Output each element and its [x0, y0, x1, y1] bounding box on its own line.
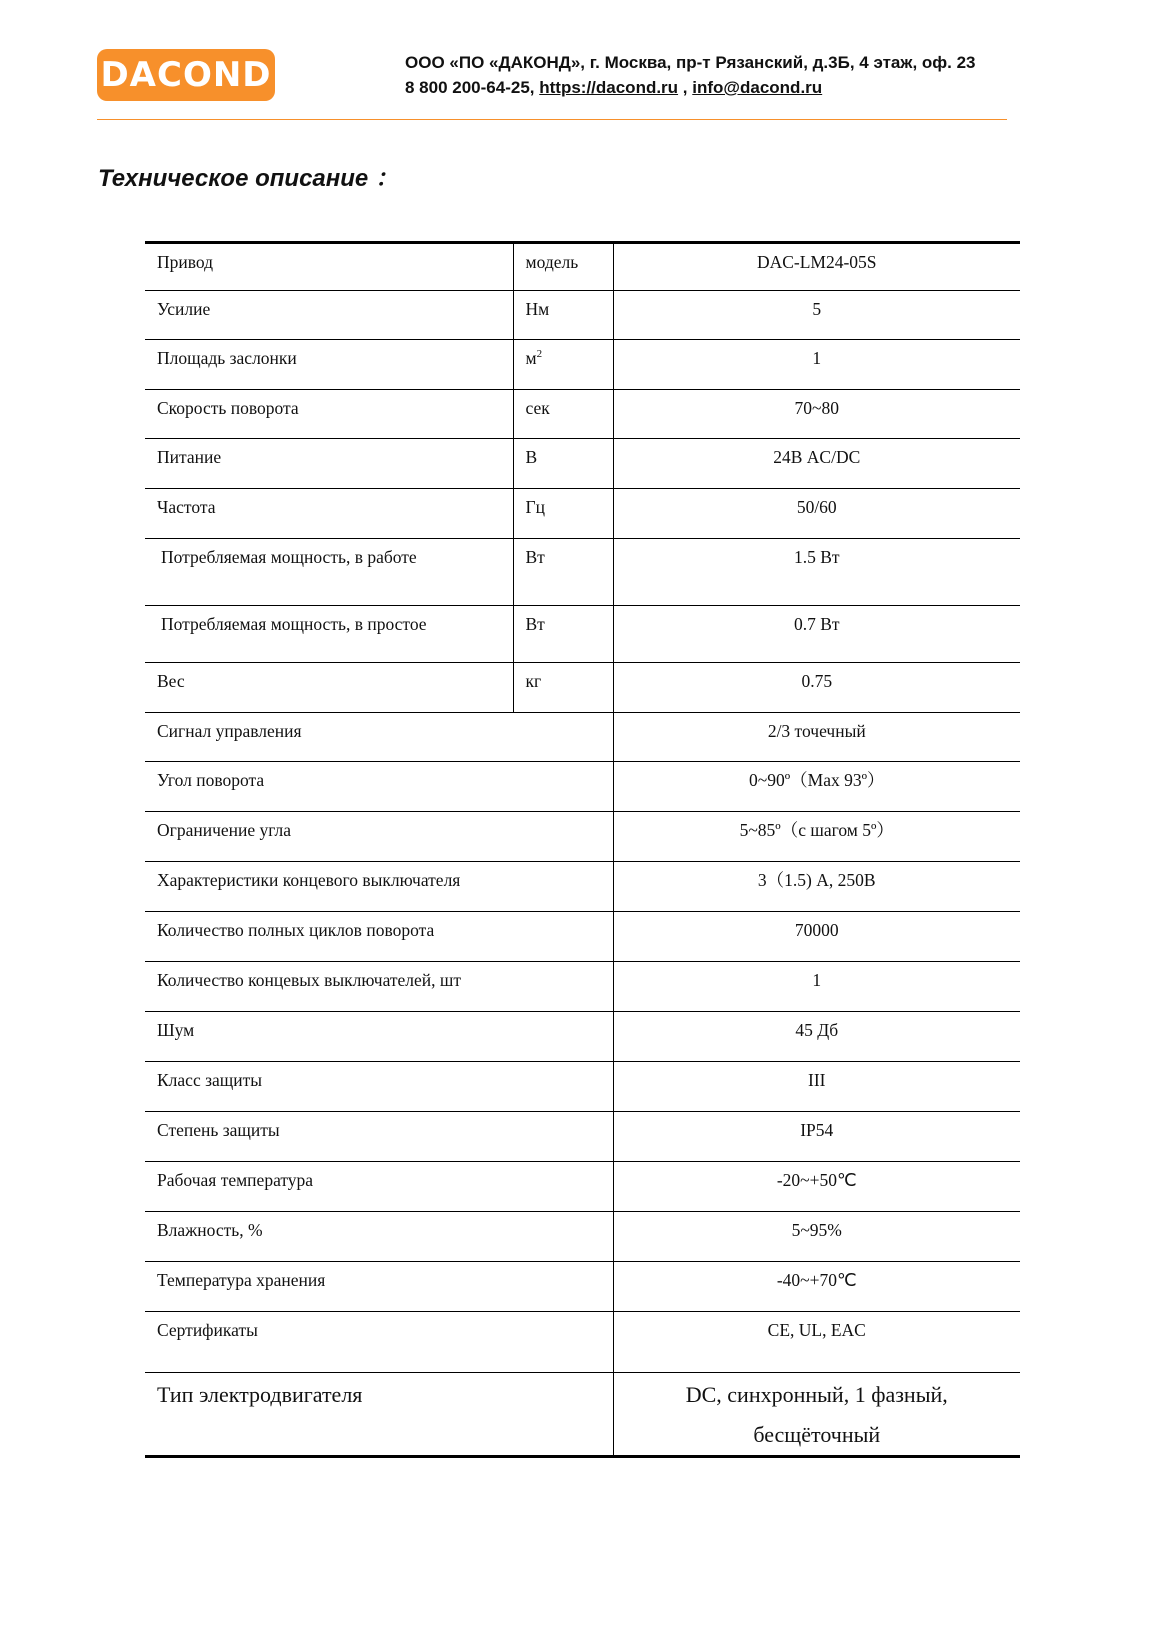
- spec-table-body: [145, 243, 1020, 1457]
- spec-value: 1: [613, 340, 1020, 390]
- spec-value: -40~+70℃: [613, 1262, 1020, 1312]
- spec-param: Температура хранения: [145, 1262, 613, 1312]
- spec-row-motor: [145, 1373, 1020, 1457]
- spec-unit: Вт: [513, 539, 613, 606]
- website-link[interactable]: https://dacond.ru: [539, 78, 679, 97]
- spec-param: Угол поворота: [145, 762, 613, 812]
- logo-text: DACOND: [100, 55, 272, 95]
- spec-value: 5~95%: [613, 1212, 1020, 1262]
- spec-value: 2/3 точечный: [613, 713, 1020, 762]
- company-contacts: [405, 75, 976, 100]
- spec-param: Ограничение угла: [145, 812, 613, 862]
- spec-row: [145, 1262, 1020, 1312]
- spec-row: [145, 1212, 1020, 1262]
- spec-row: [145, 912, 1020, 962]
- spec-row: [145, 390, 1020, 439]
- spec-param: Площадь заслонки: [145, 340, 513, 390]
- spec-param: Питание: [145, 439, 513, 489]
- company-address: ООО «ПО «ДАКОНД», г. Москва, пр-т Рязанский, д.3Б, 4 этаж, оф. 23: [405, 53, 976, 72]
- spec-unit: В: [513, 439, 613, 489]
- spec-value: 5: [613, 291, 1020, 340]
- spec-param: Скорость поворота: [145, 390, 513, 439]
- spec-row: [145, 1012, 1020, 1062]
- spec-param: Количество полных циклов поворота: [145, 912, 613, 962]
- spec-unit: Вт: [513, 606, 613, 663]
- spec-row: [145, 862, 1020, 912]
- spec-param: Количество концевых выключателей, шт: [145, 962, 613, 1012]
- contact-separator: ,: [682, 78, 688, 97]
- spec-unit: Гц: [513, 489, 613, 539]
- spec-row: [145, 1112, 1020, 1162]
- unit-superscript: 2: [536, 348, 543, 361]
- spec-row: [145, 1162, 1020, 1212]
- spec-row: [145, 489, 1020, 539]
- spec-param: Вес: [145, 663, 513, 713]
- spec-value: 1: [613, 962, 1020, 1012]
- spec-unit: модель: [513, 243, 613, 291]
- spec-param: Сигнал управления: [145, 713, 613, 762]
- spec-param: Характеристики концевого выключателя: [145, 862, 613, 912]
- spec-value: 3（1.5) A, 250В: [613, 862, 1020, 912]
- spec-param: Частота: [145, 489, 513, 539]
- spec-unit: Нм: [513, 291, 613, 340]
- email-link[interactable]: info@dacond.ru: [692, 78, 823, 97]
- spec-row: [145, 1062, 1020, 1112]
- spec-value: 1.5 Вт: [613, 539, 1020, 606]
- spec-row: [145, 243, 1020, 291]
- spec-value: 70000: [613, 912, 1020, 962]
- spec-unit: сек: [513, 390, 613, 439]
- spec-row: [145, 713, 1020, 762]
- spec-table: [145, 241, 1020, 1458]
- spec-value: -20~+50℃: [613, 1162, 1020, 1212]
- spec-value: 45 Дб: [613, 1012, 1020, 1062]
- spec-value: 0.7 Вт: [613, 606, 1020, 663]
- spec-value: 70~80: [613, 390, 1020, 439]
- spec-row: [145, 606, 1020, 663]
- spec-value: IP54: [613, 1112, 1020, 1162]
- spec-unit: [513, 340, 613, 390]
- unit-base: м: [525, 348, 537, 368]
- company-logo: [97, 49, 275, 101]
- spec-value: 0.75: [613, 663, 1020, 713]
- company-phone: 8 800 200-64-25,: [405, 78, 535, 97]
- spec-value: III: [613, 1062, 1020, 1112]
- spec-value: CE, UL, EAC: [613, 1312, 1020, 1373]
- section-title: Техническое описание ：: [98, 165, 399, 192]
- spec-row: [145, 812, 1020, 862]
- spec-value: 24В AC/DC: [613, 439, 1020, 489]
- spec-param: Усилие: [145, 291, 513, 340]
- motor-type-line-1: DC, синхронный, 1 фазный,: [685, 1382, 948, 1407]
- spec-row: [145, 1312, 1020, 1373]
- spec-row: [145, 340, 1020, 390]
- spec-param: Влажность, %: [145, 1212, 613, 1262]
- company-info: [405, 50, 976, 100]
- motor-type-line-2: бесщёточный: [753, 1422, 881, 1447]
- spec-param: Степень защиты: [145, 1112, 613, 1162]
- spec-unit: кг: [513, 663, 613, 713]
- spec-param: Шум: [145, 1012, 613, 1062]
- motor-type-param: Тип электродвигателя: [157, 1382, 363, 1407]
- spec-value: 50/60: [613, 489, 1020, 539]
- spec-value: DAC-LM24-05S: [613, 243, 1020, 291]
- spec-row: [145, 439, 1020, 489]
- spec-row: [145, 539, 1020, 606]
- header-divider: [97, 119, 1007, 120]
- motor-type-value: [613, 1373, 1020, 1457]
- spec-param: Сертификаты: [145, 1312, 613, 1373]
- spec-param: Класс защиты: [145, 1062, 613, 1112]
- spec-row: [145, 291, 1020, 340]
- spec-row: [145, 962, 1020, 1012]
- spec-param: Потребляемая мощность, в простое: [145, 606, 513, 663]
- spec-value: 0~90º（Max 93º）: [613, 762, 1020, 812]
- spec-row: [145, 663, 1020, 713]
- spec-row: [145, 762, 1020, 812]
- spec-param: Потребляемая мощность, в работе: [145, 539, 513, 606]
- spec-param: Рабочая температура: [145, 1162, 613, 1212]
- spec-value: 5~85º（с шагом 5º）: [613, 812, 1020, 862]
- spec-param: Привод: [145, 243, 513, 291]
